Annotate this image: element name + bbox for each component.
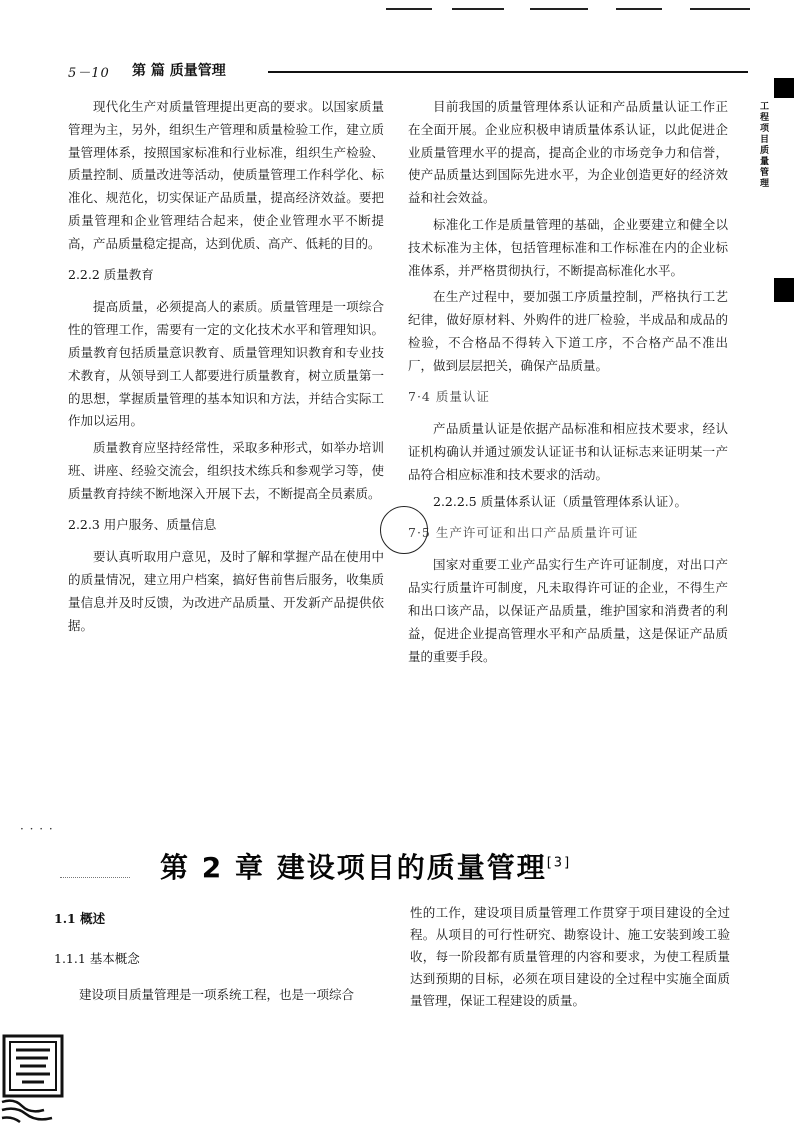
header-rule (268, 71, 748, 73)
body-paragraph: 2.2.2.5 质量体系认证（质量管理体系认证）。 (433, 493, 687, 509)
bottom-right-column (410, 902, 730, 1012)
body-paragraph: 标准化工作是质量管理的基础，企业要建立和健全以技术标准为主体，包括管理标准和工作标准在内的企业标准体系，并严格贯彻执行，不断提高标准化水平。 (408, 216, 728, 278)
body-paragraph: 产品质量认证是依据产品标准和相应技术要求，经认证机构确认并通过颁发认证证书和认证标志来证明某一产品符合相应标准和技术要求的活动。 (408, 421, 728, 482)
dotted-mark (60, 877, 130, 879)
section-heading: 7·4 质量认证 (408, 388, 490, 404)
edge-index-text: 工 程 项 目 质 量 管 理 (760, 102, 769, 189)
edge-index-tab (758, 78, 794, 302)
section-heading: 2.2.2 质量教育 (68, 266, 154, 282)
body-paragraph: 现代化生产对质量管理提出更高的要求。以国家质量管理为主，另外，组织生产管理和质量检验工作，建立质量管理体系，按照国家标准和行业标准，组织生产检验、质量控制、质量改进等活动，使质量管理工作科学化、标准化、规范化，切实保证产品质量，提高经济效益。要把质量管理和企业管理结合起来，使企业管理水平不断提高，产品质量稳定提高，达到优质、高产、低耗的目的。 (68, 99, 384, 251)
library-stamp-icon (0, 1028, 78, 1123)
right-column (408, 96, 728, 672)
body-paragraph: 目前我国的质量管理体系认证和产品质量认证工作正在全面开展。企业应积极申请质量体系认证，以此促进企业质量管理水平的提高，提高企业的市场竞争力和信誉，使产品质量达到国际先进水平，为企业创造更好的经济效益和社会效益。 (408, 99, 728, 206)
section-heading: 7·5 生产许可证和出口产品质量许可证 (408, 524, 639, 540)
left-column (68, 96, 384, 642)
chapter-dots: · · · · (20, 822, 54, 836)
scan-artifact-line (616, 8, 662, 10)
body-paragraph: 性的工作，建设项目质量管理工作贯穿于项目建设的全过程。从项目的可行性研究、勘察设计、施工安装到竣工验收，每一阶段都有质量管理的内容和要求，为使工程质量达到预期的目标，必须在项目建设的全过程中实施全面质量管理，保证工程建设的质量。 (410, 905, 730, 1008)
chapter-title-text: 第 2 章 建设项目的质量管理 (160, 851, 547, 884)
handwritten-circle-mark (380, 506, 428, 554)
body-paragraph: 要认真听取用户意见，及时了解和掌握产品在使用中的质量情况，建立用户档案，搞好售前售后服务，收集质量信息并及时反馈，为改进产品质量、开发新产品提供依据。 (68, 549, 384, 633)
body-paragraph: 国家对重要工业产品实行生产许可证制度，对出口产品实行质量许可制度，凡未取得许可证的企业，不得生产和出口该产品，以保证产品质量，维护国家和消费者的利益，促进企业提高管理水平和产品质量，这是保证产品质量的重要手段。 (408, 557, 728, 664)
section-heading: 2.2.3 用户服务、质量信息 (68, 516, 217, 532)
scan-artifact-line (452, 8, 504, 10)
chapter-reference: [3] (546, 855, 572, 871)
scan-artifact-line (690, 8, 750, 10)
scan-artifact-line (530, 8, 588, 10)
scan-artifact-line (386, 8, 432, 10)
body-paragraph: 提高质量，必须提高人的素质。质量管理是一项综合性的管理工作，需要有一定的文化技术水平和管理知识。质量教育包括质量意识教育、质量管理知识教育和专业技术教育，从领导到工人都要进行质量教育，树立质量第一的思想，掌握质量管理的基本知识和方法，并结合实际工作加以运用。 (68, 299, 384, 429)
body-paragraph: 建设项目质量管理是一项系统工程，也是一项综合 (79, 987, 355, 1002)
subsection-heading: 1.1.1 基本概念 (54, 951, 140, 966)
page-number: 5－10 (68, 66, 110, 81)
body-paragraph: 在生产过程中，要加强工序质量控制，严格执行工艺纪律，做好原材料、外购件的进厂检验，半成品和成品的检验，不合格品不得转入下道工序，不合格产品不准出厂，做到层层把关，确保产品质量。 (408, 289, 728, 373)
body-paragraph: 质量教育应坚持经常性，采取多种形式，如举办培训班、讲座、经验交流会，组织技术练兵和参观学习等，使质量教育持续不断地深入开展下去，不断提高全员素质。 (68, 440, 384, 501)
chapter-title (160, 846, 571, 886)
edge-index-bar (774, 78, 794, 302)
bottom-left-column (54, 908, 374, 1010)
running-title: 第 篇 质量管理 (132, 63, 226, 79)
section-heading: 1.1 概述 (54, 911, 106, 926)
